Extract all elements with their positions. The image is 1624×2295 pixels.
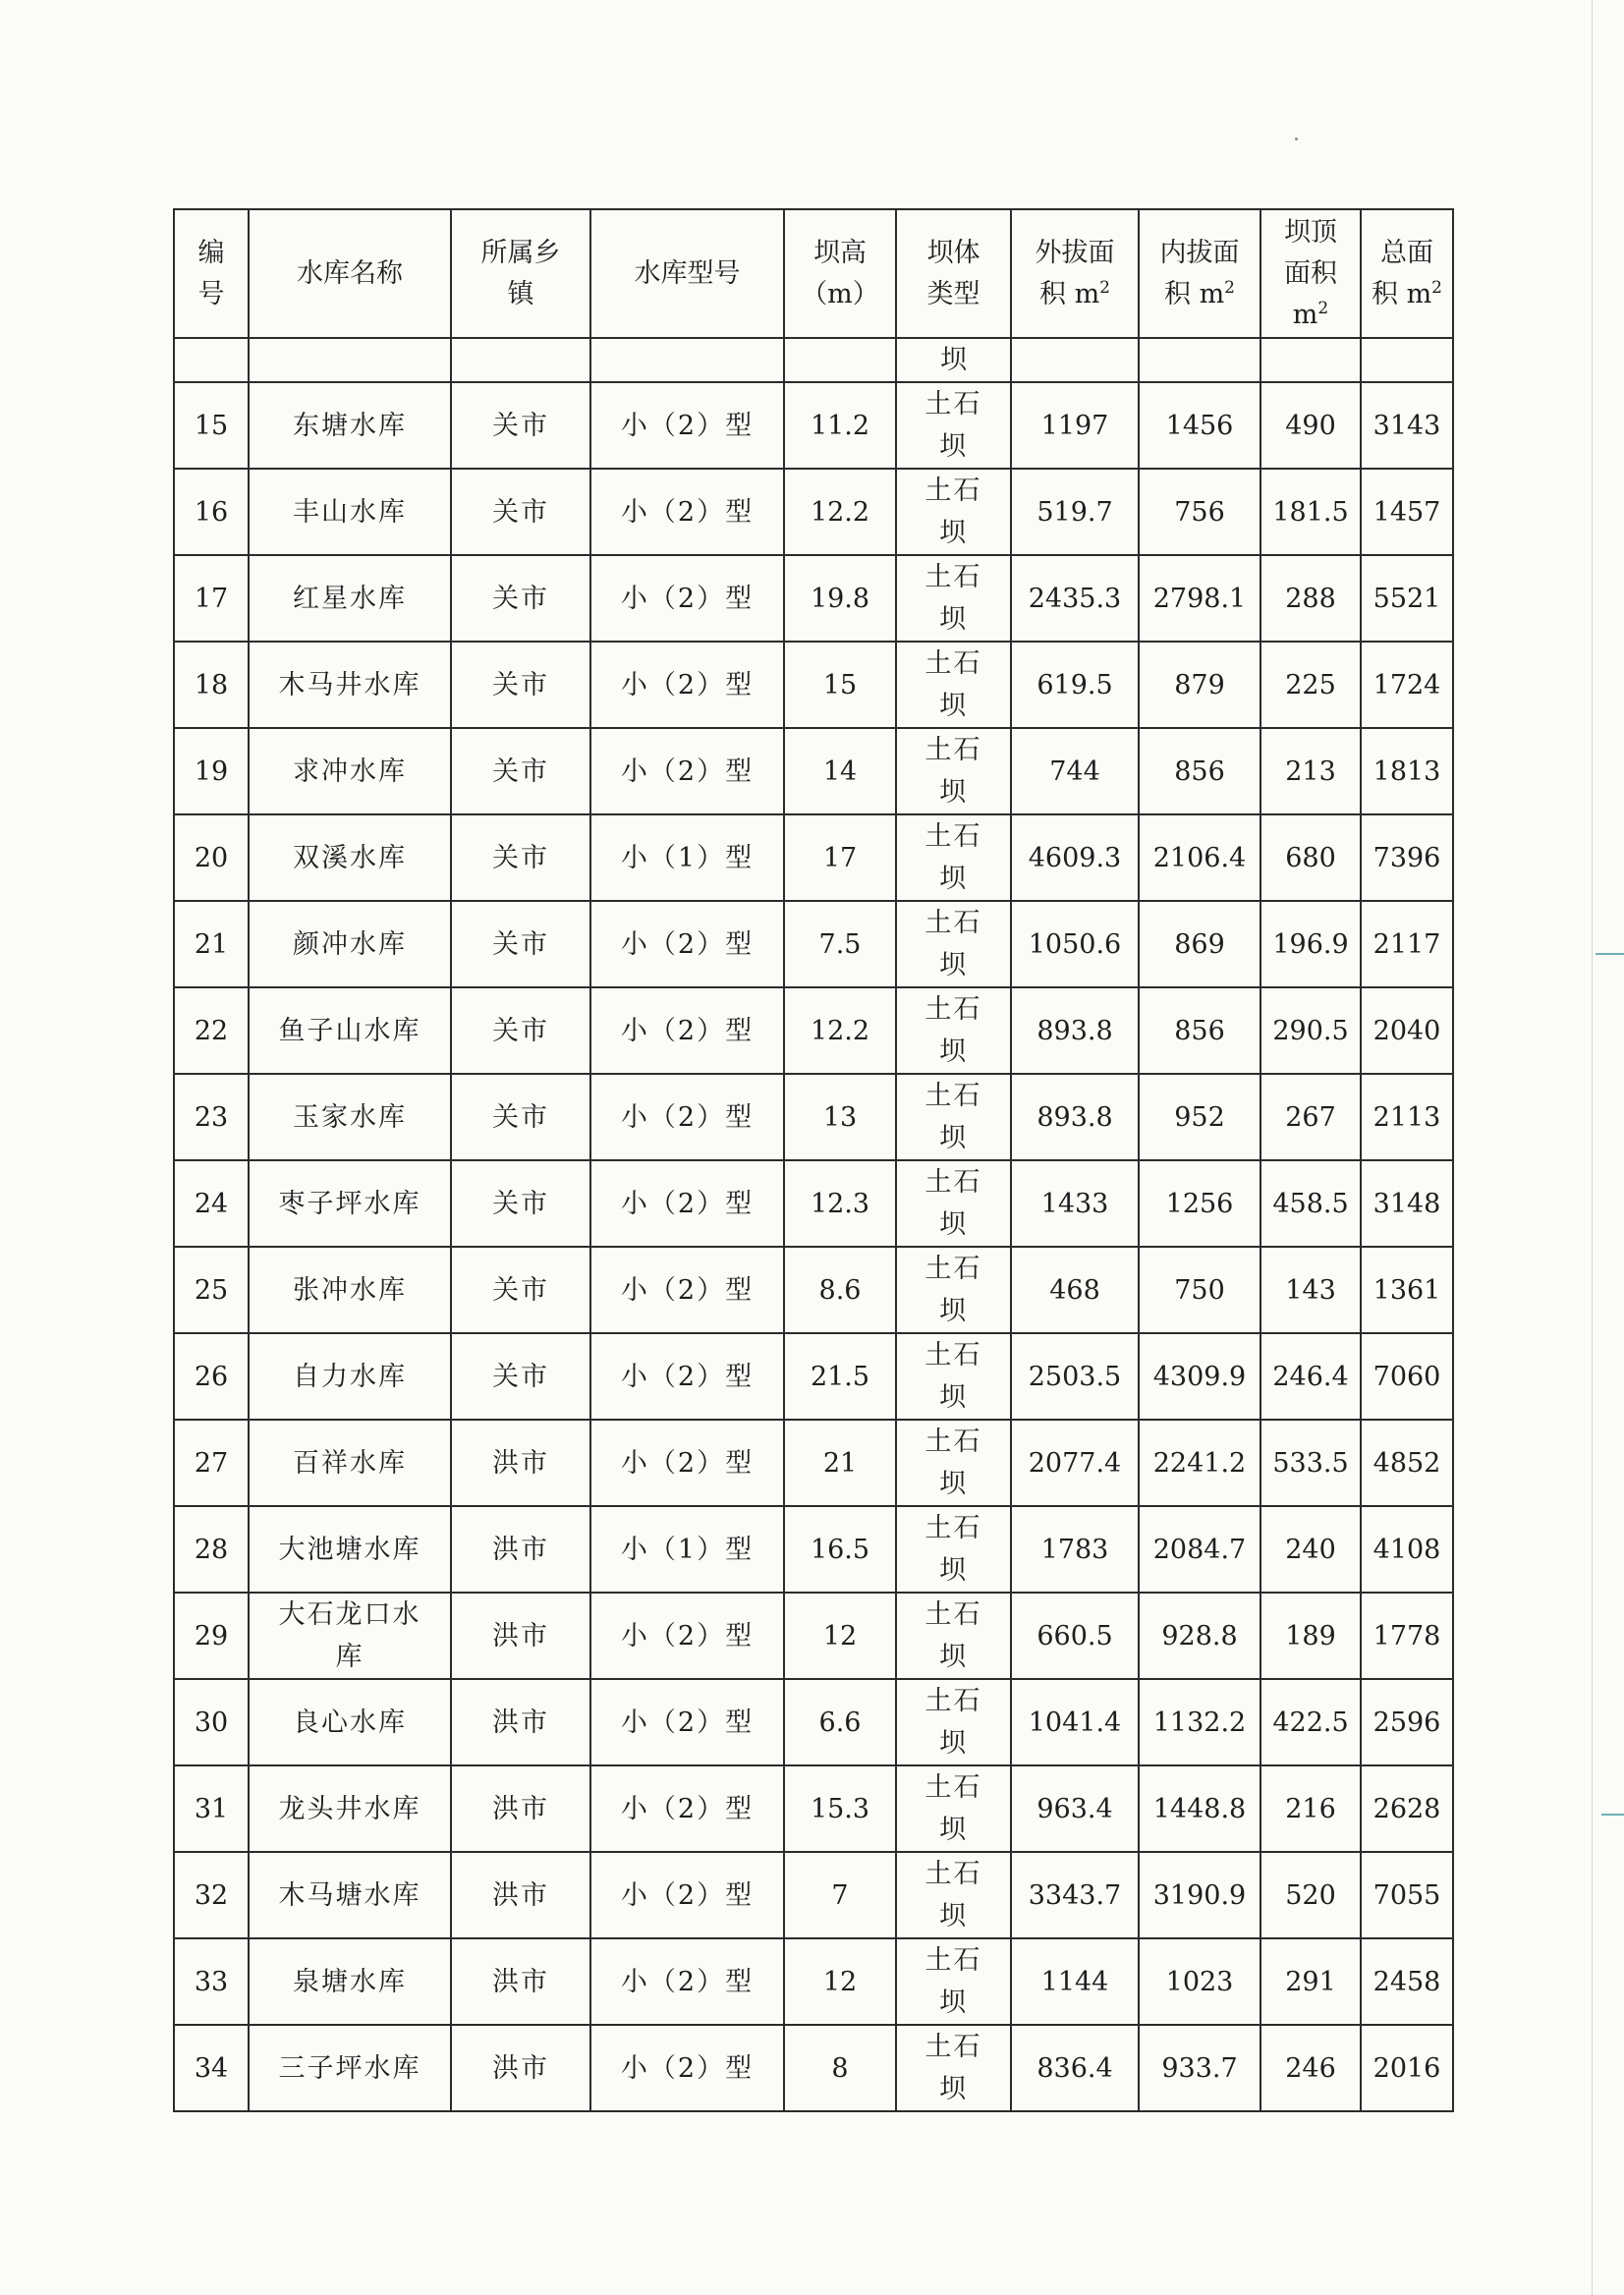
cell-id: 24	[174, 1160, 249, 1247]
cell-crest-area: 143	[1260, 1247, 1361, 1333]
cell-height: 12	[784, 1593, 896, 1679]
cell-model: 小（2）型	[590, 642, 784, 728]
cell-height: 19.8	[784, 555, 896, 642]
cell-total-area: 1778	[1361, 1593, 1453, 1679]
cell-outer-slope-area: 1041.4	[1011, 1679, 1139, 1765]
cell-id: 29	[174, 1593, 249, 1679]
cell-outer-slope-area: 893.8	[1011, 987, 1139, 1074]
table-header-row	[174, 209, 1453, 338]
cell-model: 小（2）型	[590, 1247, 784, 1333]
cell-name: 枣子坪水库	[249, 1160, 451, 1247]
cell-model: 小（2）型	[590, 987, 784, 1074]
cell-township: 关市	[451, 901, 590, 987]
cell-name: 龙头井水库	[249, 1765, 451, 1852]
cell-total-area: 2113	[1361, 1074, 1453, 1160]
table-row	[174, 1074, 1453, 1160]
cell-township: 关市	[451, 814, 590, 901]
cell-outer-slope-area: 4609.3	[1011, 814, 1139, 901]
cell-crest-area: 240	[1260, 1506, 1361, 1593]
cell-dam-type: 土石 坝	[896, 555, 1011, 642]
cell-inner-slope-area: 750	[1139, 1247, 1260, 1333]
cell-dam-type: 土石 坝	[896, 1074, 1011, 1160]
cell-model: 小（2）型	[590, 1420, 784, 1506]
cell-crest-area: 520	[1260, 1852, 1361, 1938]
cell-height: 12.2	[784, 987, 896, 1074]
cell-outer-slope-area: 660.5	[1011, 1593, 1139, 1679]
cell-crest-area: 490	[1260, 382, 1361, 469]
cell-name: 丰山水库	[249, 469, 451, 555]
cell-dam-type: 土石 坝	[896, 901, 1011, 987]
cell-total-area: 5521	[1361, 555, 1453, 642]
cell-id: 23	[174, 1074, 249, 1160]
cell-outer-slope-area: 3343.7	[1011, 1852, 1139, 1938]
cell-model: 小（2）型	[590, 1679, 784, 1765]
cell-height: 12.2	[784, 469, 896, 555]
cell-id: 19	[174, 728, 249, 814]
cell-outer-slope-area: 1783	[1011, 1506, 1139, 1593]
cell-name: 自力水库	[249, 1333, 451, 1420]
cell-dam-type: 土石 坝	[896, 1679, 1011, 1765]
scan-mark	[1596, 953, 1624, 955]
cell-township: 关市	[451, 382, 590, 469]
cell-empty	[1361, 338, 1453, 382]
cell-crest-area: 290.5	[1260, 987, 1361, 1074]
table-row	[174, 901, 1453, 987]
cell-height: 15	[784, 642, 896, 728]
cell-inner-slope-area: 1132.2	[1139, 1679, 1260, 1765]
table-row	[174, 987, 1453, 1074]
cell-id: 33	[174, 1938, 249, 2025]
cell-inner-slope-area: 952	[1139, 1074, 1260, 1160]
header-name: 水库名称	[249, 209, 451, 338]
cell-id: 18	[174, 642, 249, 728]
cell-township: 洪市	[451, 1765, 590, 1852]
cell-township: 洪市	[451, 1938, 590, 2025]
cell-total-area: 4852	[1361, 1420, 1453, 1506]
cell-name: 大池塘水库	[249, 1506, 451, 1593]
continuation-row	[174, 338, 1453, 382]
table-row	[174, 1852, 1453, 1938]
cell-crest-area: 288	[1260, 555, 1361, 642]
header-model: 水库型号	[590, 209, 784, 338]
cell-crest-area: 189	[1260, 1593, 1361, 1679]
cell-model: 小（2）型	[590, 1160, 784, 1247]
cell-inner-slope-area: 2798.1	[1139, 555, 1260, 642]
cell-id: 25	[174, 1247, 249, 1333]
table-row	[174, 1506, 1453, 1593]
cell-name: 张冲水库	[249, 1247, 451, 1333]
cell-outer-slope-area: 1144	[1011, 1938, 1139, 2025]
scan-speck	[1295, 138, 1298, 140]
cell-empty	[1260, 338, 1361, 382]
cell-inner-slope-area: 928.8	[1139, 1593, 1260, 1679]
cell-height: 21	[784, 1420, 896, 1506]
cell-model: 小（2）型	[590, 1593, 784, 1679]
header-dam-type: 坝体 类型	[896, 209, 1011, 338]
cell-inner-slope-area: 869	[1139, 901, 1260, 987]
cell-inner-slope-area: 1023	[1139, 1938, 1260, 2025]
cell-inner-slope-area: 756	[1139, 469, 1260, 555]
cell-inner-slope-area: 2241.2	[1139, 1420, 1260, 1506]
cell-township: 关市	[451, 1074, 590, 1160]
cell-id: 34	[174, 2025, 249, 2111]
cell-total-area: 1724	[1361, 642, 1453, 728]
cell-inner-slope-area: 3190.9	[1139, 1852, 1260, 1938]
cell-id: 15	[174, 382, 249, 469]
header-height: 坝高 （m）	[784, 209, 896, 338]
cell-dam-type: 土石 坝	[896, 2025, 1011, 2111]
cell-inner-slope-area: 856	[1139, 728, 1260, 814]
cell-model: 小（2）型	[590, 1852, 784, 1938]
cell-empty	[590, 338, 784, 382]
cell-outer-slope-area: 2435.3	[1011, 555, 1139, 642]
cell-total-area: 2040	[1361, 987, 1453, 1074]
cell-dam-type: 土石 坝	[896, 1765, 1011, 1852]
cell-inner-slope-area: 1448.8	[1139, 1765, 1260, 1852]
cell-crest-area: 458.5	[1260, 1160, 1361, 1247]
cell-township: 关市	[451, 469, 590, 555]
cell-township: 关市	[451, 642, 590, 728]
cell-total-area: 7055	[1361, 1852, 1453, 1938]
cell-height: 6.6	[784, 1679, 896, 1765]
cell-model: 小（2）型	[590, 728, 784, 814]
table-row	[174, 1593, 1453, 1679]
cell-township: 洪市	[451, 1593, 590, 1679]
cell-inner-slope-area: 1456	[1139, 382, 1260, 469]
cell-height: 12	[784, 1938, 896, 2025]
cell-total-area: 7060	[1361, 1333, 1453, 1420]
cell-height: 14	[784, 728, 896, 814]
cell-empty	[249, 338, 451, 382]
cell-id: 32	[174, 1852, 249, 1938]
cell-crest-area: 291	[1260, 1938, 1361, 2025]
cell-dam-type: 土石 坝	[896, 814, 1011, 901]
cell-height: 17	[784, 814, 896, 901]
table-row	[174, 728, 1453, 814]
cell-inner-slope-area: 879	[1139, 642, 1260, 728]
cell-model: 小（2）型	[590, 1938, 784, 2025]
cell-id: 22	[174, 987, 249, 1074]
table-row	[174, 1333, 1453, 1420]
cell-inner-slope-area: 2106.4	[1139, 814, 1260, 901]
table-row	[174, 555, 1453, 642]
cell-name: 三子坪水库	[249, 2025, 451, 2111]
cell-name: 木马塘水库	[249, 1852, 451, 1938]
cell-id: 28	[174, 1506, 249, 1593]
cell-id: 31	[174, 1765, 249, 1852]
cell-crest-area: 267	[1260, 1074, 1361, 1160]
cell-outer-slope-area: 744	[1011, 728, 1139, 814]
header-outer-slope: 外拔面 积 $m^2$	[1011, 209, 1139, 338]
cell-dam-type: 土石 坝	[896, 1333, 1011, 1420]
cell-township: 关市	[451, 555, 590, 642]
cell-crest-area: 533.5	[1260, 1420, 1361, 1506]
cell-height: 13	[784, 1074, 896, 1160]
cell-total-area: 1457	[1361, 469, 1453, 555]
cell-dam-type: 土石 坝	[896, 382, 1011, 469]
cell-dam-type: 坝	[896, 338, 1011, 382]
cell-id: 21	[174, 901, 249, 987]
header-township: 所属乡 镇	[451, 209, 590, 338]
cell-model: 小（2）型	[590, 1333, 784, 1420]
cell-total-area: 1361	[1361, 1247, 1453, 1333]
cell-model: 小（2）型	[590, 1074, 784, 1160]
cell-empty	[1011, 338, 1139, 382]
cell-crest-area: 225	[1260, 642, 1361, 728]
cell-outer-slope-area: 1433	[1011, 1160, 1139, 1247]
cell-total-area: 3143	[1361, 382, 1453, 469]
table-row	[174, 2025, 1453, 2111]
cell-township: 洪市	[451, 1679, 590, 1765]
cell-crest-area: 422.5	[1260, 1679, 1361, 1765]
cell-id: 16	[174, 469, 249, 555]
cell-outer-slope-area: 2077.4	[1011, 1420, 1139, 1506]
cell-model: 小（1）型	[590, 814, 784, 901]
cell-dam-type: 土石 坝	[896, 1593, 1011, 1679]
table-row	[174, 382, 1453, 469]
header-crest-area: 坝顶 面积 $m^2$	[1260, 209, 1361, 338]
reservoir-table	[173, 208, 1454, 2112]
cell-id: 27	[174, 1420, 249, 1506]
cell-id: 20	[174, 814, 249, 901]
cell-outer-slope-area: 893.8	[1011, 1074, 1139, 1160]
table-row	[174, 1247, 1453, 1333]
cell-dam-type: 土石 坝	[896, 1506, 1011, 1593]
cell-name: 颜冲水库	[249, 901, 451, 987]
cell-dam-type: 土石 坝	[896, 642, 1011, 728]
cell-name: 百祥水库	[249, 1420, 451, 1506]
cell-name: 东塘水库	[249, 382, 451, 469]
cell-height: 7.5	[784, 901, 896, 987]
table-row	[174, 814, 1453, 901]
cell-name: 双溪水库	[249, 814, 451, 901]
cell-crest-area: 181.5	[1260, 469, 1361, 555]
cell-total-area: 1813	[1361, 728, 1453, 814]
cell-id: 30	[174, 1679, 249, 1765]
cell-crest-area: 246	[1260, 2025, 1361, 2111]
cell-township: 关市	[451, 728, 590, 814]
cell-crest-area: 246.4	[1260, 1333, 1361, 1420]
cell-inner-slope-area: 856	[1139, 987, 1260, 1074]
cell-crest-area: 216	[1260, 1765, 1361, 1852]
cell-township: 关市	[451, 987, 590, 1074]
cell-dam-type: 土石 坝	[896, 1420, 1011, 1506]
cell-name: 泉塘水库	[249, 1938, 451, 2025]
cell-outer-slope-area: 619.5	[1011, 642, 1139, 728]
cell-dam-type: 土石 坝	[896, 1852, 1011, 1938]
cell-township: 洪市	[451, 2025, 590, 2111]
cell-total-area: 7396	[1361, 814, 1453, 901]
cell-height: 21.5	[784, 1333, 896, 1420]
cell-total-area: 2117	[1361, 901, 1453, 987]
cell-id: 17	[174, 555, 249, 642]
cell-model: 小（2）型	[590, 2025, 784, 2111]
table-row	[174, 1679, 1453, 1765]
scan-edge-line	[1592, 0, 1593, 2295]
cell-name: 红星水库	[249, 555, 451, 642]
cell-township: 关市	[451, 1247, 590, 1333]
cell-outer-slope-area: 963.4	[1011, 1765, 1139, 1852]
cell-township: 洪市	[451, 1420, 590, 1506]
cell-total-area: 2016	[1361, 2025, 1453, 2111]
header-total-area: 总面 积 $m^2$	[1361, 209, 1453, 338]
cell-crest-area: 213	[1260, 728, 1361, 814]
cell-total-area: 2596	[1361, 1679, 1453, 1765]
cell-dam-type: 土石 坝	[896, 1938, 1011, 2025]
cell-outer-slope-area: 2503.5	[1011, 1333, 1139, 1420]
cell-model: 小（2）型	[590, 382, 784, 469]
cell-name: 求冲水库	[249, 728, 451, 814]
cell-height: 8.6	[784, 1247, 896, 1333]
table-row	[174, 1420, 1453, 1506]
cell-total-area: 4108	[1361, 1506, 1453, 1593]
cell-inner-slope-area: 933.7	[1139, 2025, 1260, 2111]
cell-township: 关市	[451, 1333, 590, 1420]
cell-total-area: 3148	[1361, 1160, 1453, 1247]
cell-model: 小（2）型	[590, 1765, 784, 1852]
table-row	[174, 1938, 1453, 2025]
cell-empty	[784, 338, 896, 382]
cell-height: 16.5	[784, 1506, 896, 1593]
cell-outer-slope-area: 519.7	[1011, 469, 1139, 555]
cell-name: 大石龙口水 库	[249, 1593, 451, 1679]
scan-mark	[1601, 1814, 1624, 1816]
cell-township: 洪市	[451, 1506, 590, 1593]
cell-name: 木马井水库	[249, 642, 451, 728]
cell-inner-slope-area: 4309.9	[1139, 1333, 1260, 1420]
cell-crest-area: 196.9	[1260, 901, 1361, 987]
cell-name: 良心水库	[249, 1679, 451, 1765]
cell-outer-slope-area: 836.4	[1011, 2025, 1139, 2111]
cell-empty	[174, 338, 249, 382]
cell-model: 小（2）型	[590, 901, 784, 987]
cell-township: 洪市	[451, 1852, 590, 1938]
cell-total-area: 2628	[1361, 1765, 1453, 1852]
cell-height: 11.2	[784, 382, 896, 469]
cell-outer-slope-area: 1197	[1011, 382, 1139, 469]
cell-empty	[1139, 338, 1260, 382]
cell-dam-type: 土石 坝	[896, 469, 1011, 555]
table-row	[174, 642, 1453, 728]
table-row	[174, 469, 1453, 555]
table-row	[174, 1160, 1453, 1247]
cell-dam-type: 土石 坝	[896, 728, 1011, 814]
cell-inner-slope-area: 1256	[1139, 1160, 1260, 1247]
header-id: 编 号	[174, 209, 249, 338]
cell-dam-type: 土石 坝	[896, 1160, 1011, 1247]
cell-name: 玉家水库	[249, 1074, 451, 1160]
cell-model: 小（2）型	[590, 555, 784, 642]
cell-height: 8	[784, 2025, 896, 2111]
header-inner-slope: 内拔面 积 $m^2$	[1139, 209, 1260, 338]
cell-outer-slope-area: 468	[1011, 1247, 1139, 1333]
cell-dam-type: 土石 坝	[896, 987, 1011, 1074]
cell-total-area: 2458	[1361, 1938, 1453, 2025]
table-row	[174, 1765, 1453, 1852]
cell-id: 26	[174, 1333, 249, 1420]
cell-crest-area: 680	[1260, 814, 1361, 901]
cell-height: 12.3	[784, 1160, 896, 1247]
cell-model: 小（1）型	[590, 1506, 784, 1593]
cell-model: 小（2）型	[590, 469, 784, 555]
cell-outer-slope-area: 1050.6	[1011, 901, 1139, 987]
cell-height: 15.3	[784, 1765, 896, 1852]
cell-inner-slope-area: 2084.7	[1139, 1506, 1260, 1593]
cell-name: 鱼子山水库	[249, 987, 451, 1074]
cell-township: 关市	[451, 1160, 590, 1247]
cell-height: 7	[784, 1852, 896, 1938]
cell-dam-type: 土石 坝	[896, 1247, 1011, 1333]
cell-empty	[451, 338, 590, 382]
